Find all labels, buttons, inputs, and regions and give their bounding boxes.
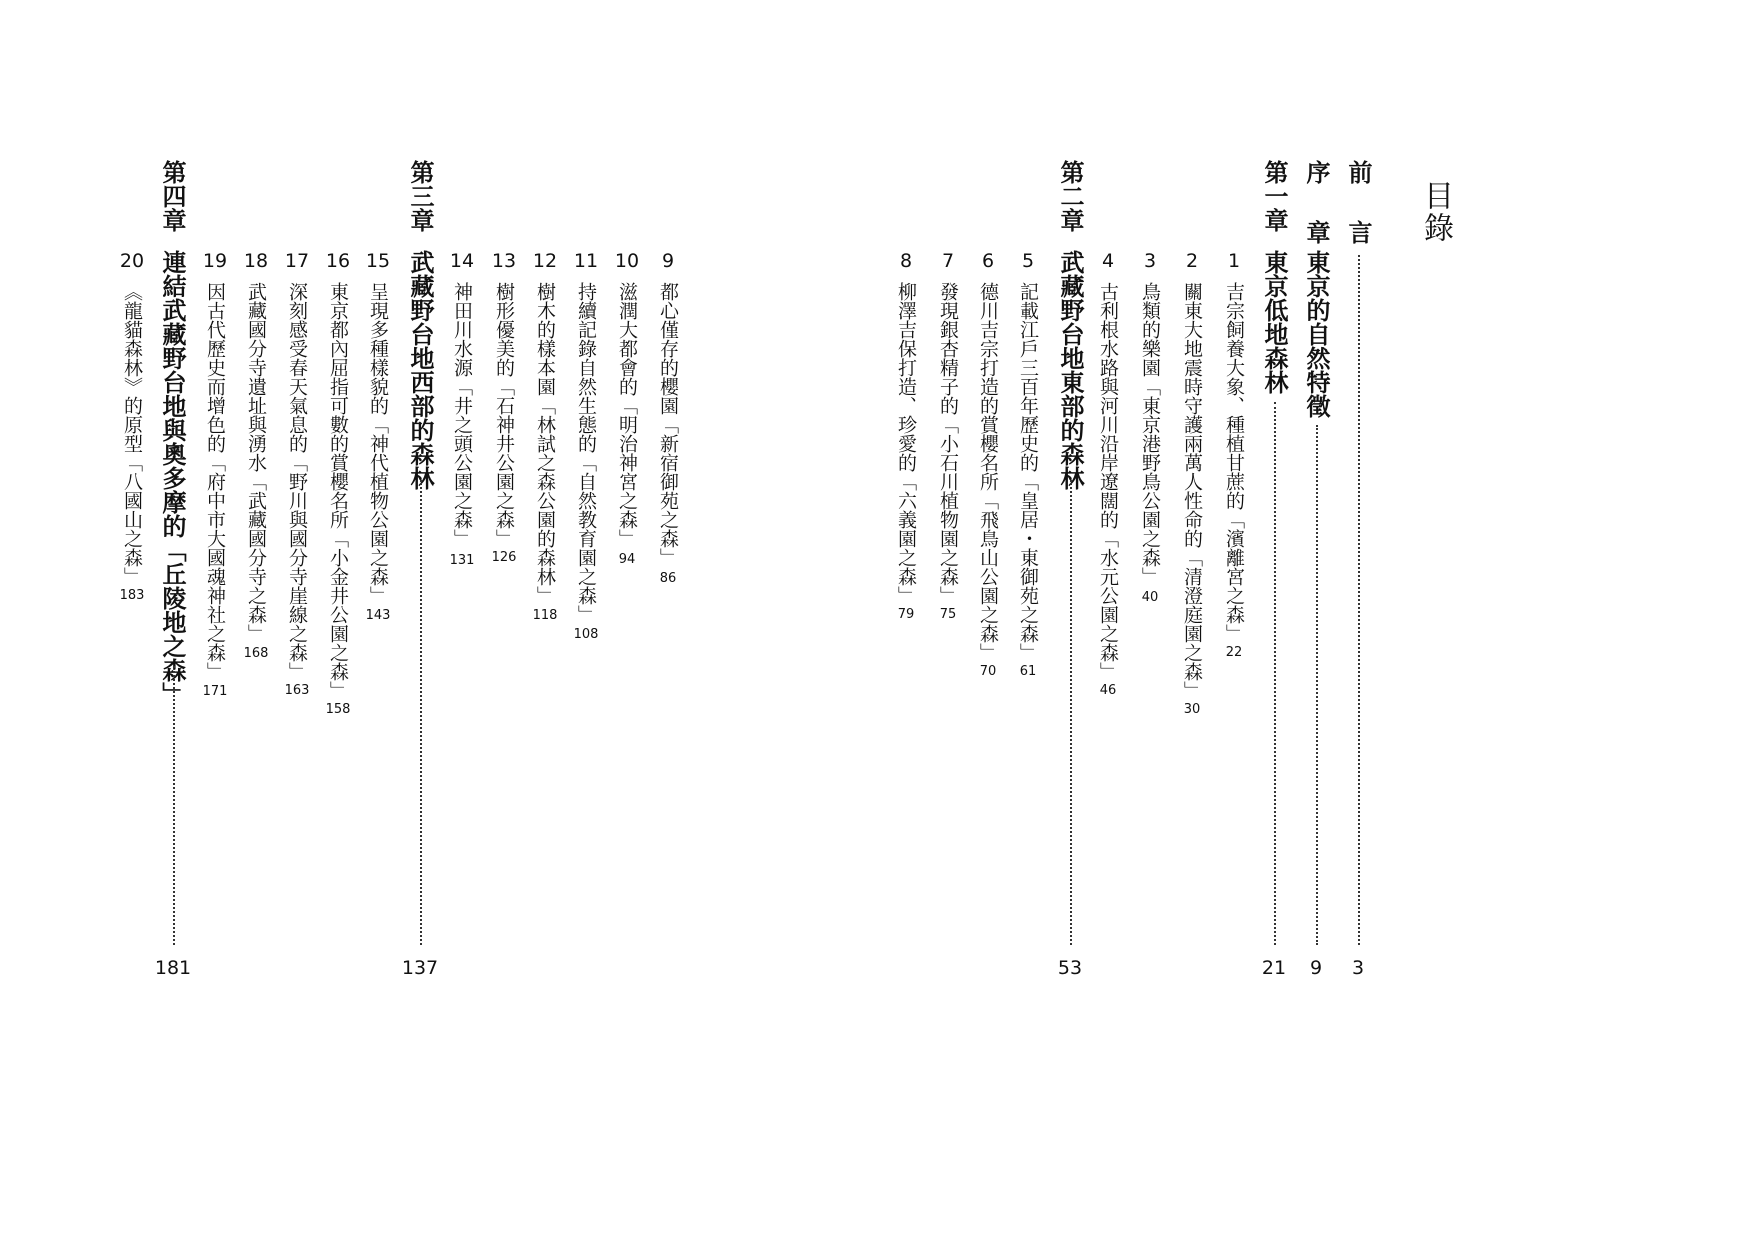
- section-3-title: 鳥類的樂園「東京港野鳥公園之森」: [1139, 282, 1161, 586]
- section-12-page: 118: [532, 608, 558, 623]
- chapter-3-label: 第三章: [406, 160, 434, 232]
- section-13-title: 樹形優美的「石神井公園之森」: [493, 282, 515, 548]
- section-14-number: 14: [449, 250, 475, 272]
- section-20-number: 20: [119, 250, 145, 272]
- section-19-title: 因古代歷史而增色的「府中市大國魂神社之森」: [204, 282, 226, 681]
- section-19-page: 171: [202, 684, 228, 699]
- chapter-2-page: 53: [1057, 957, 1083, 979]
- section-8-number: 8: [899, 250, 913, 272]
- section-5-page: 61: [1019, 664, 1037, 679]
- chapter-1-leader: [1274, 402, 1276, 945]
- section-8-title: 柳澤吉保打造、珍愛的「六義園之森」: [895, 282, 917, 605]
- prologue-leader: [1316, 425, 1318, 945]
- prologue-label: 序 章: [1302, 160, 1330, 250]
- section-18-page: 168: [243, 646, 269, 661]
- section-17-number: 17: [284, 250, 310, 272]
- section-14-page: 131: [449, 553, 475, 568]
- chapter-3-leader: [420, 480, 422, 945]
- section-3-number: 3: [1143, 250, 1157, 272]
- section-13-page: 126: [491, 550, 517, 565]
- section-16-title: 東京都內屈指可數的賞櫻名所「小金井公園之森」: [327, 282, 349, 700]
- prologue-title: 東京的自然特徵: [1302, 250, 1330, 418]
- preface-page: 3: [1351, 957, 1365, 979]
- chapter-4-page: 181: [154, 957, 192, 979]
- section-10-title: 滋潤大都會的「明治神宮之森」: [616, 282, 638, 548]
- chapter-3-page: 137: [401, 957, 439, 979]
- section-20-title: 《龍貓森林》的原型「八國山之森」: [121, 282, 143, 586]
- section-5-number: 5: [1021, 250, 1035, 272]
- chapter-2-title: 武藏野台地東部的森林: [1056, 250, 1084, 490]
- section-1-title: 吉宗飼養大象、種植甘蔗的「濱離宮之森」: [1223, 282, 1245, 643]
- section-6-number: 6: [981, 250, 995, 272]
- section-11-page: 108: [573, 627, 599, 642]
- section-10-page: 94: [618, 552, 636, 567]
- section-4-title: 古利根水路與河川沿岸遼闊的「水元公園之森」: [1097, 282, 1119, 681]
- chapter-2-leader: [1070, 480, 1072, 945]
- section-12-title: 樹木的樣本園「林試之森公園的森林」: [534, 282, 556, 605]
- section-17-page: 163: [284, 683, 310, 698]
- section-8-page: 79: [897, 607, 915, 622]
- section-11-title: 持續記錄自然生態的「自然教育園之森」: [575, 282, 597, 624]
- chapter-4-label: 第四章: [158, 160, 186, 232]
- chapter-4-title: 連結武藏野台地與奧多摩的「丘陵地之森」: [158, 250, 186, 706]
- section-6-page: 70: [979, 664, 997, 679]
- section-2-number: 2: [1185, 250, 1199, 272]
- section-3-page: 40: [1141, 590, 1159, 605]
- preface-leader: [1358, 255, 1360, 945]
- section-2-page: 30: [1183, 702, 1201, 717]
- section-17-title: 深刻感受春天氣息的「野川與國分寺崖線之森」: [286, 282, 308, 681]
- section-14-title: 神田川水源「井之頭公園之森」: [451, 282, 473, 548]
- chapter-1-label: 第一章: [1260, 160, 1288, 232]
- section-9-number: 9: [661, 250, 675, 272]
- section-15-title: 呈現多種樣貌的「神代植物公園之森」: [367, 282, 389, 605]
- chapter-2-label: 第二章: [1056, 160, 1084, 232]
- section-19-number: 19: [202, 250, 228, 272]
- section-7-title: 發現銀杏精子的「小石川植物園之森」: [937, 282, 959, 605]
- preface-label: 前 言: [1344, 160, 1372, 250]
- chapter-4-leader: [173, 666, 175, 945]
- section-16-number: 16: [325, 250, 351, 272]
- section-13-number: 13: [491, 250, 517, 272]
- section-12-number: 12: [532, 250, 558, 272]
- section-9-page: 86: [659, 571, 677, 586]
- section-9-title: 都心僅存的櫻園「新宿御苑之森」: [657, 282, 679, 567]
- chapter-1-title: 東京低地森林: [1260, 250, 1288, 394]
- section-18-title: 武藏國分寺遺址與湧水「武藏國分寺之森」: [245, 282, 267, 643]
- prologue-page: 9: [1309, 957, 1323, 979]
- section-10-number: 10: [614, 250, 640, 272]
- section-15-page: 143: [365, 608, 391, 623]
- section-7-page: 75: [939, 607, 957, 622]
- section-1-page: 22: [1225, 645, 1243, 660]
- section-1-number: 1: [1227, 250, 1241, 272]
- chapter-1-page: 21: [1261, 957, 1287, 979]
- section-5-title: 記載江戶三百年歷史的「皇居・東御苑之森」: [1017, 282, 1039, 662]
- section-4-page: 46: [1099, 683, 1117, 698]
- section-20-page: 183: [119, 588, 145, 603]
- chapter-3-title: 武藏野台地西部的森林: [406, 250, 434, 490]
- toc-title: 目錄: [1418, 180, 1453, 244]
- section-4-number: 4: [1101, 250, 1115, 272]
- section-7-number: 7: [941, 250, 955, 272]
- section-15-number: 15: [365, 250, 391, 272]
- section-6-title: 德川吉宗打造的賞櫻名所「飛鳥山公園之森」: [977, 282, 999, 662]
- section-18-number: 18: [243, 250, 269, 272]
- section-2-title: 關東大地震時守護兩萬人性命的「清澄庭園之森」: [1181, 282, 1203, 700]
- section-11-number: 11: [573, 250, 599, 272]
- section-16-page: 158: [325, 702, 351, 717]
